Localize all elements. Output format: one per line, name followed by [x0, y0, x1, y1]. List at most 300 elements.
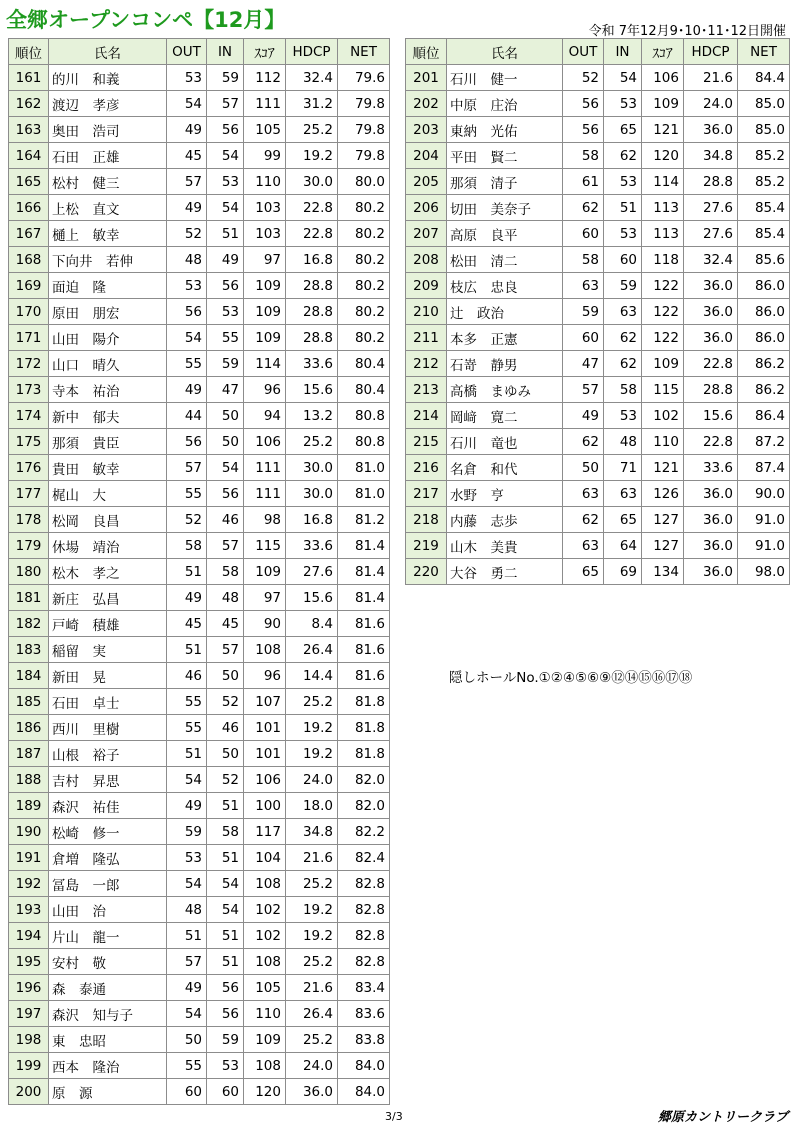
table-row — [9, 819, 390, 845]
score-cell: 97 — [244, 585, 286, 611]
name-cell: 吉村 昇思 — [49, 767, 167, 793]
score-cell: 121 — [642, 455, 684, 481]
table-row — [406, 143, 790, 169]
hdcp-cell: 15.6 — [286, 585, 338, 611]
table-row — [406, 299, 790, 325]
table-row — [406, 351, 790, 377]
table-row — [9, 65, 390, 91]
net-cell: 82.8 — [338, 871, 390, 897]
net-cell: 82.0 — [338, 793, 390, 819]
out-cell: 58 — [563, 247, 604, 273]
name-cell: 新中 郁夫 — [49, 403, 167, 429]
in-cell: 46 — [207, 715, 244, 741]
hdcp-cell: 33.6 — [286, 351, 338, 377]
score-cell: 102 — [642, 403, 684, 429]
rank-cell: 199 — [9, 1053, 49, 1079]
net-cell: 82.4 — [338, 845, 390, 871]
rank-cell: 167 — [9, 221, 49, 247]
in-cell: 62 — [604, 325, 642, 351]
club-logo: 郷原カントリークラブ — [657, 1110, 788, 1125]
hdcp-cell: 22.8 — [684, 351, 738, 377]
in-cell: 51 — [207, 845, 244, 871]
rank-cell: 182 — [9, 611, 49, 637]
col-net: NET — [738, 39, 790, 65]
rank-cell: 164 — [9, 143, 49, 169]
table-row — [9, 1027, 390, 1053]
results-table-left — [8, 38, 390, 1105]
table-row — [9, 845, 390, 871]
out-cell: 62 — [563, 507, 604, 533]
hdcp-cell: 21.6 — [684, 65, 738, 91]
name-cell: 松村 健三 — [49, 169, 167, 195]
hdcp-cell: 25.2 — [286, 1027, 338, 1053]
name-cell: 山田 治 — [49, 897, 167, 923]
page-title: 全郷オープンコンペ【12月】 — [6, 8, 286, 32]
score-cell: 111 — [244, 91, 286, 117]
in-cell: 47 — [207, 377, 244, 403]
score-cell: 101 — [244, 741, 286, 767]
out-cell: 49 — [167, 793, 207, 819]
score-cell: 101 — [244, 715, 286, 741]
out-cell: 60 — [563, 325, 604, 351]
in-cell: 50 — [207, 663, 244, 689]
score-cell: 98 — [244, 507, 286, 533]
net-cell: 80.4 — [338, 351, 390, 377]
rank-cell: 213 — [406, 377, 447, 403]
name-cell: 内藤 志歩 — [447, 507, 563, 533]
net-cell: 80.2 — [338, 221, 390, 247]
in-cell: 53 — [207, 169, 244, 195]
net-cell: 82.8 — [338, 897, 390, 923]
out-cell: 49 — [167, 585, 207, 611]
in-cell: 59 — [207, 351, 244, 377]
score-cell: 106 — [244, 429, 286, 455]
net-cell: 83.8 — [338, 1027, 390, 1053]
col-in: IN — [207, 39, 244, 65]
rank-cell: 192 — [9, 871, 49, 897]
rank-cell: 191 — [9, 845, 49, 871]
out-cell: 54 — [167, 91, 207, 117]
col-out: OUT — [167, 39, 207, 65]
hdcp-cell: 27.6 — [684, 195, 738, 221]
table-row — [9, 169, 390, 195]
name-cell: 山根 裕子 — [49, 741, 167, 767]
net-cell: 87.4 — [738, 455, 790, 481]
out-cell: 49 — [167, 377, 207, 403]
out-cell: 48 — [167, 247, 207, 273]
name-cell: 片山 龍一 — [49, 923, 167, 949]
col-out: OUT — [563, 39, 604, 65]
rank-cell: 173 — [9, 377, 49, 403]
rank-cell: 180 — [9, 559, 49, 585]
score-cell: 103 — [244, 195, 286, 221]
rank-cell: 178 — [9, 507, 49, 533]
score-cell: 120 — [244, 1079, 286, 1105]
name-cell: 枝広 忠良 — [447, 273, 563, 299]
out-cell: 54 — [167, 1001, 207, 1027]
name-cell: 奥田 浩司 — [49, 117, 167, 143]
table-row — [406, 65, 790, 91]
page-number: 3/3 — [385, 1110, 403, 1123]
net-cell: 82.8 — [338, 949, 390, 975]
in-cell: 48 — [207, 585, 244, 611]
in-cell: 71 — [604, 455, 642, 481]
rank-cell: 179 — [9, 533, 49, 559]
in-cell: 58 — [207, 559, 244, 585]
name-cell: 名倉 和代 — [447, 455, 563, 481]
in-cell: 51 — [207, 949, 244, 975]
hdcp-cell: 22.8 — [684, 429, 738, 455]
hdcp-cell: 34.8 — [286, 819, 338, 845]
out-cell: 60 — [167, 1079, 207, 1105]
table-row — [9, 715, 390, 741]
rank-cell: 210 — [406, 299, 447, 325]
out-cell: 62 — [563, 195, 604, 221]
score-cell: 108 — [244, 637, 286, 663]
in-cell: 49 — [207, 247, 244, 273]
rank-cell: 174 — [9, 403, 49, 429]
name-cell: 松木 孝之 — [49, 559, 167, 585]
rank-cell: 219 — [406, 533, 447, 559]
score-cell: 105 — [244, 117, 286, 143]
rank-cell: 165 — [9, 169, 49, 195]
name-cell: 西川 里樹 — [49, 715, 167, 741]
table-row — [9, 923, 390, 949]
out-cell: 49 — [167, 117, 207, 143]
name-cell: 面迫 隆 — [49, 273, 167, 299]
in-cell: 57 — [207, 533, 244, 559]
rank-cell: 176 — [9, 455, 49, 481]
col-hdcp: HDCP — [684, 39, 738, 65]
hdcp-cell: 15.6 — [684, 403, 738, 429]
rank-cell: 216 — [406, 455, 447, 481]
net-cell: 84.0 — [338, 1079, 390, 1105]
net-cell: 90.0 — [738, 481, 790, 507]
rank-cell: 197 — [9, 1001, 49, 1027]
table-row — [406, 481, 790, 507]
score-cell: 118 — [642, 247, 684, 273]
in-cell: 65 — [604, 117, 642, 143]
in-cell: 53 — [604, 221, 642, 247]
score-cell: 114 — [642, 169, 684, 195]
hdcp-cell: 33.6 — [684, 455, 738, 481]
hdcp-cell: 32.4 — [286, 65, 338, 91]
rank-cell: 193 — [9, 897, 49, 923]
in-cell: 63 — [604, 299, 642, 325]
out-cell: 62 — [563, 429, 604, 455]
name-cell: 大谷 勇二 — [447, 559, 563, 585]
rank-cell: 170 — [9, 299, 49, 325]
hdcp-cell: 16.8 — [286, 507, 338, 533]
score-cell: 126 — [642, 481, 684, 507]
out-cell: 52 — [563, 65, 604, 91]
table-row — [9, 975, 390, 1001]
net-cell: 80.2 — [338, 247, 390, 273]
in-cell: 58 — [207, 819, 244, 845]
in-cell: 59 — [207, 1027, 244, 1053]
net-cell: 79.8 — [338, 91, 390, 117]
table-row — [9, 325, 390, 351]
in-cell: 54 — [207, 455, 244, 481]
name-cell: 那須 清子 — [447, 169, 563, 195]
out-cell: 51 — [167, 741, 207, 767]
table-header-row — [9, 39, 390, 65]
in-cell: 50 — [207, 403, 244, 429]
in-cell: 51 — [207, 221, 244, 247]
rank-cell: 206 — [406, 195, 447, 221]
net-cell: 85.4 — [738, 195, 790, 221]
rank-cell: 195 — [9, 949, 49, 975]
hdcp-cell: 30.0 — [286, 169, 338, 195]
out-cell: 47 — [563, 351, 604, 377]
hdcp-cell: 22.8 — [286, 195, 338, 221]
net-cell: 91.0 — [738, 533, 790, 559]
table-row — [9, 143, 390, 169]
score-cell: 108 — [244, 1053, 286, 1079]
table-row — [9, 273, 390, 299]
table-row — [9, 637, 390, 663]
table-row — [9, 741, 390, 767]
out-cell: 63 — [563, 481, 604, 507]
net-cell: 85.0 — [738, 91, 790, 117]
table-row — [9, 767, 390, 793]
table-row — [9, 481, 390, 507]
hdcp-cell: 28.8 — [684, 169, 738, 195]
table-row — [9, 455, 390, 481]
score-cell: 112 — [244, 65, 286, 91]
hidden-holes-note: 隠しホールNo.①②④⑤⑥⑨⑫⑭⑮⑯⑰⑱ — [449, 670, 693, 686]
net-cell: 86.4 — [738, 403, 790, 429]
table-row — [9, 559, 390, 585]
table-row — [9, 1001, 390, 1027]
table-row — [9, 663, 390, 689]
rank-cell: 172 — [9, 351, 49, 377]
rank-cell: 212 — [406, 351, 447, 377]
score-cell: 113 — [642, 221, 684, 247]
out-cell: 51 — [167, 559, 207, 585]
out-cell: 55 — [167, 351, 207, 377]
in-cell: 53 — [207, 1053, 244, 1079]
hdcp-cell: 25.2 — [286, 689, 338, 715]
table-row — [9, 533, 390, 559]
name-cell: 原田 朋宏 — [49, 299, 167, 325]
hdcp-cell: 36.0 — [684, 325, 738, 351]
in-cell: 56 — [207, 975, 244, 1001]
score-cell: 94 — [244, 403, 286, 429]
hdcp-cell: 36.0 — [684, 117, 738, 143]
rank-cell: 171 — [9, 325, 49, 351]
hdcp-cell: 30.0 — [286, 481, 338, 507]
in-cell: 54 — [207, 871, 244, 897]
out-cell: 63 — [563, 533, 604, 559]
name-cell: 新田 晃 — [49, 663, 167, 689]
net-cell: 81.8 — [338, 715, 390, 741]
rank-cell: 217 — [406, 481, 447, 507]
rank-cell: 181 — [9, 585, 49, 611]
hdcp-cell: 36.0 — [684, 481, 738, 507]
out-cell: 53 — [167, 65, 207, 91]
rank-cell: 163 — [9, 117, 49, 143]
out-cell: 57 — [167, 949, 207, 975]
in-cell: 63 — [604, 481, 642, 507]
score-cell: 97 — [244, 247, 286, 273]
rank-cell: 168 — [9, 247, 49, 273]
in-cell: 69 — [604, 559, 642, 585]
hdcp-cell: 33.6 — [286, 533, 338, 559]
out-cell: 54 — [167, 871, 207, 897]
score-cell: 109 — [642, 351, 684, 377]
score-cell: 104 — [244, 845, 286, 871]
in-cell: 51 — [604, 195, 642, 221]
hdcp-cell: 25.2 — [286, 871, 338, 897]
out-cell: 51 — [167, 637, 207, 663]
hdcp-cell: 21.6 — [286, 845, 338, 871]
hdcp-cell: 24.0 — [286, 767, 338, 793]
table-row — [406, 455, 790, 481]
in-cell: 52 — [207, 689, 244, 715]
in-cell: 53 — [207, 299, 244, 325]
table-row — [406, 559, 790, 585]
rank-cell: 185 — [9, 689, 49, 715]
net-cell: 81.6 — [338, 663, 390, 689]
rank-cell: 162 — [9, 91, 49, 117]
in-cell: 46 — [207, 507, 244, 533]
name-cell: 森沢 祐佳 — [49, 793, 167, 819]
out-cell: 55 — [167, 689, 207, 715]
hdcp-cell: 19.2 — [286, 897, 338, 923]
out-cell: 50 — [167, 1027, 207, 1053]
col-name: 氏名 — [447, 39, 563, 65]
net-cell: 86.0 — [738, 299, 790, 325]
in-cell: 57 — [207, 637, 244, 663]
out-cell: 50 — [563, 455, 604, 481]
net-cell: 79.8 — [338, 143, 390, 169]
rank-cell: 196 — [9, 975, 49, 1001]
in-cell: 56 — [207, 273, 244, 299]
name-cell: 那須 貴臣 — [49, 429, 167, 455]
net-cell: 83.6 — [338, 1001, 390, 1027]
name-cell: 休場 靖治 — [49, 533, 167, 559]
score-cell: 107 — [244, 689, 286, 715]
score-cell: 99 — [244, 143, 286, 169]
table-row — [9, 299, 390, 325]
out-cell: 56 — [167, 429, 207, 455]
net-cell: 86.0 — [738, 325, 790, 351]
table-row — [9, 871, 390, 897]
rank-cell: 189 — [9, 793, 49, 819]
score-cell: 117 — [244, 819, 286, 845]
name-cell: 松岡 良昌 — [49, 507, 167, 533]
out-cell: 45 — [167, 143, 207, 169]
name-cell: 寺本 祐治 — [49, 377, 167, 403]
name-cell: 高原 良平 — [447, 221, 563, 247]
out-cell: 58 — [563, 143, 604, 169]
in-cell: 56 — [207, 117, 244, 143]
table-row — [9, 1053, 390, 1079]
out-cell: 60 — [563, 221, 604, 247]
hdcp-cell: 8.4 — [286, 611, 338, 637]
out-cell: 49 — [563, 403, 604, 429]
table-row — [406, 91, 790, 117]
score-cell: 100 — [244, 793, 286, 819]
in-cell: 65 — [604, 507, 642, 533]
table-row — [406, 247, 790, 273]
col-in: IN — [604, 39, 642, 65]
name-cell: 戸崎 積雄 — [49, 611, 167, 637]
rank-cell: 175 — [9, 429, 49, 455]
hdcp-cell: 31.2 — [286, 91, 338, 117]
out-cell: 61 — [563, 169, 604, 195]
rank-cell: 200 — [9, 1079, 49, 1105]
out-cell: 52 — [167, 221, 207, 247]
in-cell: 54 — [207, 195, 244, 221]
name-cell: 石川 竜也 — [447, 429, 563, 455]
out-cell: 57 — [563, 377, 604, 403]
name-cell: 樋上 敏幸 — [49, 221, 167, 247]
rank-cell: 208 — [406, 247, 447, 273]
out-cell: 44 — [167, 403, 207, 429]
score-cell: 96 — [244, 377, 286, 403]
net-cell: 80.0 — [338, 169, 390, 195]
rank-cell: 187 — [9, 741, 49, 767]
net-cell: 81.2 — [338, 507, 390, 533]
net-cell: 91.0 — [738, 507, 790, 533]
name-cell: 平田 賢二 — [447, 143, 563, 169]
rank-cell: 214 — [406, 403, 447, 429]
results-table-right — [405, 38, 790, 585]
score-cell: 109 — [244, 299, 286, 325]
out-cell: 54 — [167, 767, 207, 793]
table-header-row — [406, 39, 790, 65]
net-cell: 80.4 — [338, 377, 390, 403]
name-cell: 山木 美貴 — [447, 533, 563, 559]
in-cell: 45 — [207, 611, 244, 637]
hdcp-cell: 28.8 — [286, 299, 338, 325]
score-cell: 103 — [244, 221, 286, 247]
rank-cell: 211 — [406, 325, 447, 351]
rank-cell: 190 — [9, 819, 49, 845]
name-cell: 山口 晴久 — [49, 351, 167, 377]
net-cell: 82.8 — [338, 923, 390, 949]
net-cell: 85.0 — [738, 117, 790, 143]
event-date: 令和 7年12月9･10･11･12日開催 — [588, 24, 786, 39]
score-cell: 127 — [642, 533, 684, 559]
name-cell: 石田 卓士 — [49, 689, 167, 715]
hdcp-cell: 19.2 — [286, 715, 338, 741]
in-cell: 54 — [604, 65, 642, 91]
hdcp-cell: 28.8 — [684, 377, 738, 403]
net-cell: 80.8 — [338, 403, 390, 429]
score-cell: 115 — [642, 377, 684, 403]
net-cell: 83.4 — [338, 975, 390, 1001]
hdcp-cell: 28.8 — [286, 273, 338, 299]
name-cell: 渡辺 孝彦 — [49, 91, 167, 117]
col-score: ｽｺｱ — [244, 39, 286, 65]
name-cell: 原 源 — [49, 1079, 167, 1105]
table-row — [9, 611, 390, 637]
in-cell: 59 — [604, 273, 642, 299]
in-cell: 48 — [604, 429, 642, 455]
name-cell: 水野 亨 — [447, 481, 563, 507]
net-cell: 84.4 — [738, 65, 790, 91]
score-cell: 121 — [642, 117, 684, 143]
in-cell: 56 — [207, 481, 244, 507]
table-row — [9, 507, 390, 533]
name-cell: 梶山 大 — [49, 481, 167, 507]
in-cell: 59 — [207, 65, 244, 91]
hdcp-cell: 26.4 — [286, 1001, 338, 1027]
out-cell: 45 — [167, 611, 207, 637]
